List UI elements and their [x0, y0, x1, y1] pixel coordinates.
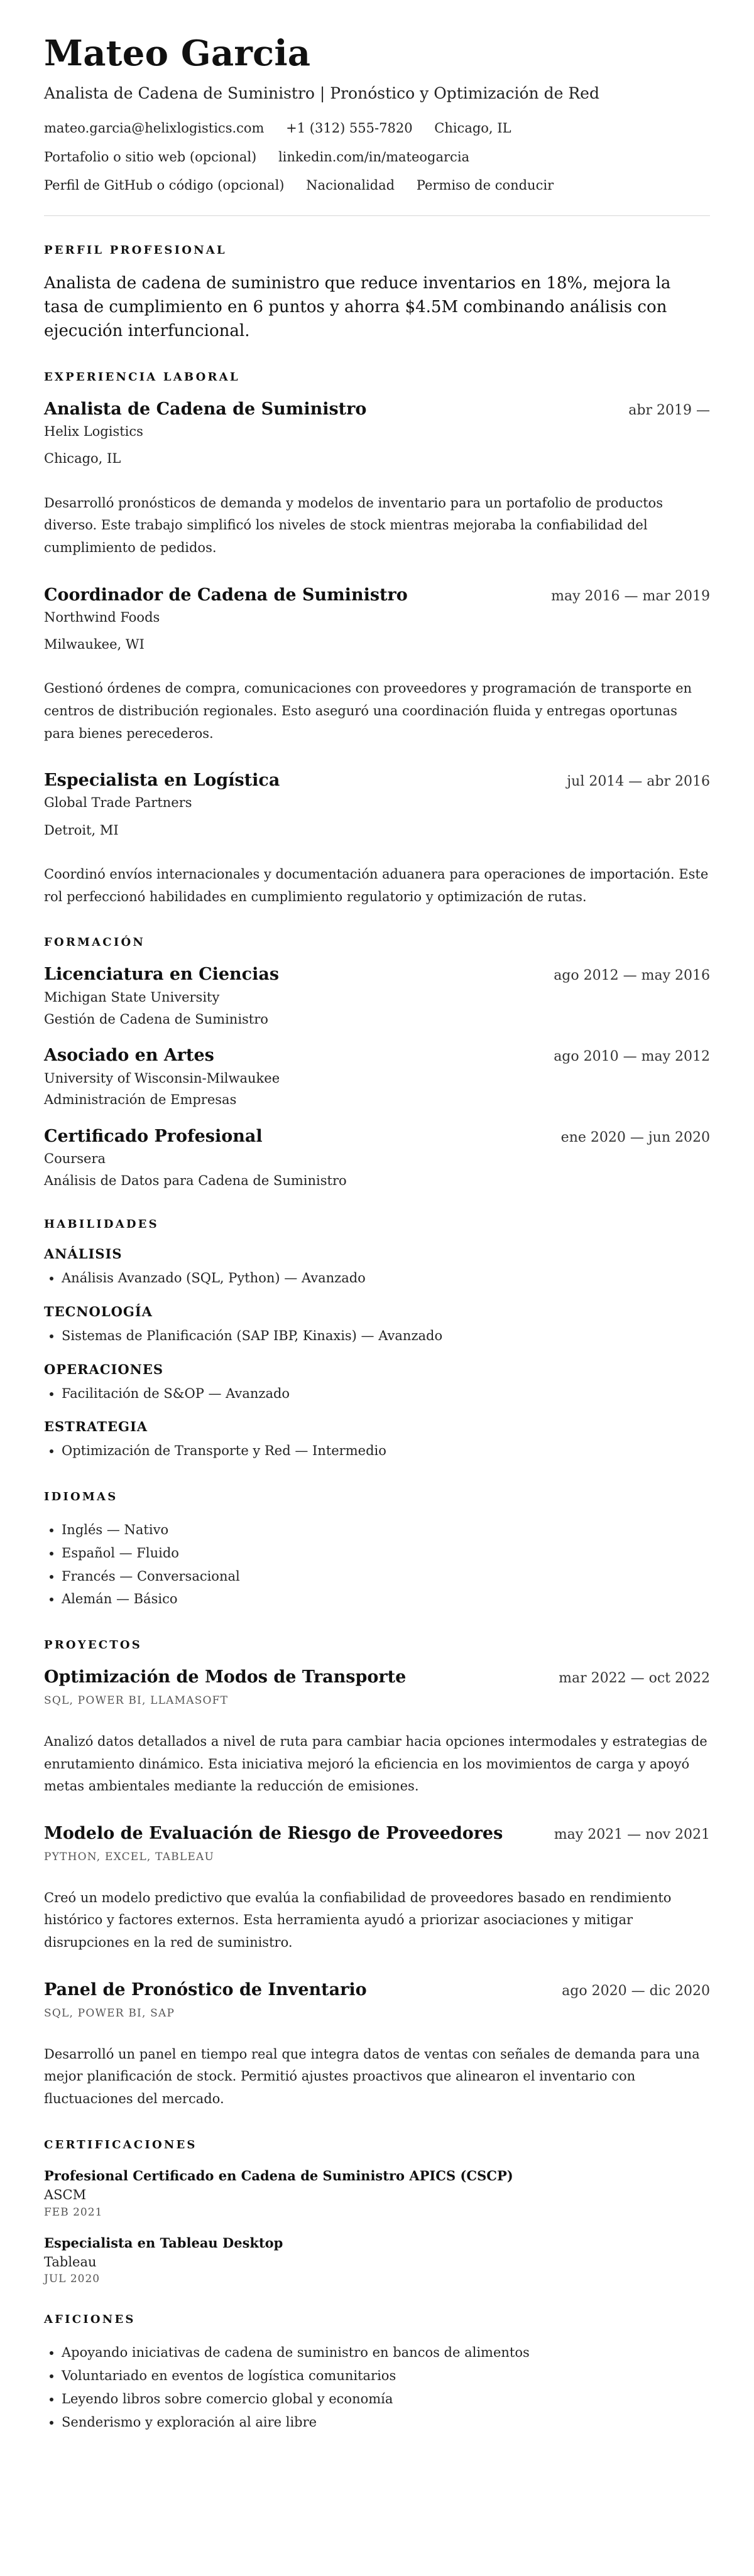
school-name: University of Wisconsin-Milwaukee	[44, 1070, 280, 1086]
hobby-item: • Leyendo libros sobre comercio global y economía	[62, 2388, 710, 2411]
skill-list	[44, 1382, 710, 1405]
field-of-study: Gestión de Cadena de Suministro	[44, 1011, 268, 1027]
project-title: Modelo de Evaluación de Riesgo de Proveedores	[44, 1824, 503, 1844]
section-title: FORMACIÓN	[44, 936, 145, 950]
skill-item: • Análisis Avanzado (SQL, Python) — Avanzado	[62, 1267, 710, 1290]
languages-section	[44, 1490, 710, 1611]
education-dates: ago 2012 — may 2016	[554, 968, 710, 984]
degree-title: Asociado en Artes	[44, 1045, 214, 1065]
experience-entry	[44, 399, 710, 560]
certification-date: JUL 2020	[44, 2273, 101, 2286]
header-divider	[44, 215, 710, 216]
section-title: PROYECTOS	[44, 1638, 142, 1652]
certification-date: FEB 2021	[44, 2205, 103, 2219]
experience-section	[44, 371, 710, 908]
job-dates: jul 2014 — abr 2016	[567, 774, 710, 790]
skill-category: OPERACIONES	[44, 1361, 164, 1377]
job-location: Milwaukee, WI	[44, 636, 145, 652]
education-dates: ene 2020 — jun 2020	[560, 1129, 710, 1145]
project-dates: mar 2022 — oct 2022	[559, 1670, 710, 1687]
skill-category: ESTRATEGIA	[44, 1419, 148, 1435]
school-name: Coursera	[44, 1151, 106, 1167]
job-dates: may 2016 — mar 2019	[551, 588, 710, 604]
project-tech: SQL, POWER BI, SAP	[44, 2006, 175, 2020]
resume-header	[44, 35, 710, 194]
certification-name: Profesional Certificado en Cadena de Suministro APICS (CSCP)	[44, 2167, 513, 2184]
experience-entry	[44, 585, 710, 745]
job-title: Coordinador de Cadena de Suministro	[44, 585, 408, 605]
projects-section	[44, 1638, 710, 2110]
hobby-item: • Voluntariado en eventos de logística comunitarios	[62, 2364, 710, 2388]
field-of-study: Administración de Empresas	[44, 1092, 237, 1108]
section-title: AFICIONES	[44, 2313, 136, 2327]
education-dates: ago 2010 — may 2012	[554, 1048, 710, 1064]
project-entry	[44, 1979, 710, 2111]
certification-entry	[44, 2234, 710, 2286]
education-entry	[44, 1126, 710, 1191]
candidate-headline: Analista de Cadena de Suministro | Pronóstico y Optimización de Red	[44, 84, 599, 102]
nationality-text: Nacionalidad	[306, 177, 395, 193]
candidate-name: Mateo Garcia	[44, 33, 311, 74]
skill-list	[44, 1267, 710, 1290]
contact-row	[44, 120, 710, 137]
certification-issuer: Tableau	[44, 2254, 97, 2270]
contact-row	[44, 177, 710, 194]
hobby-list	[44, 2341, 710, 2433]
skill-item: • Optimización de Transporte y Red — Intermedio	[62, 1439, 710, 1463]
company-name: Helix Logistics	[44, 424, 143, 439]
project-entry	[44, 1667, 710, 1798]
degree-title: Licenciatura en Ciencias	[44, 965, 280, 985]
skill-category: ANÁLISIS	[44, 1246, 123, 1262]
project-tech: SQL, POWER BI, LLAMASOFT	[44, 1694, 229, 1707]
job-description: Coordinó envíos internacionales y documentación aduanera para operaciones de importación. Este rol perfeccionó habilidades en cumplimiento regulatorio y optimización de rutas.	[44, 866, 709, 904]
location-text: Chicago, IL	[434, 121, 511, 136]
certification-name: Especialista en Tableau Desktop	[44, 2234, 283, 2251]
job-location: Detroit, MI	[44, 822, 119, 838]
hobby-item: • Senderismo y exploración al aire libre	[62, 2411, 710, 2434]
certification-entry	[44, 2167, 710, 2219]
job-location: Chicago, IL	[44, 451, 121, 467]
project-entry	[44, 1823, 710, 1954]
section-title: IDIOMAS	[44, 1490, 118, 1504]
driving-license-text: Permiso de conducir	[416, 177, 554, 193]
school-name: Michigan State University	[44, 990, 220, 1005]
language-item: • Francés — Conversacional	[62, 1565, 710, 1588]
github-link[interactable]: Perfil de GitHub o código (opcional)	[44, 177, 285, 193]
project-tech: PYTHON, EXCEL, TABLEAU	[44, 1850, 214, 1863]
skill-category: TECNOLOGÍA	[44, 1303, 153, 1319]
job-dates: abr 2019 —	[628, 403, 710, 419]
summary-section	[44, 244, 710, 343]
education-entry	[44, 964, 710, 1029]
skill-list	[44, 1439, 710, 1463]
company-name: Northwind Foods	[44, 609, 160, 625]
hobbies-section	[44, 2313, 710, 2433]
contact-row	[44, 149, 710, 166]
skill-item: • Facilitación de S&OP — Avanzado	[62, 1382, 710, 1405]
language-item: • Español — Fluido	[62, 1542, 710, 1565]
job-description: Gestionó órdenes de compra, comunicaciones con proveedores y programación de transporte en centros de distribución regionales. Esto aseguró una coordinación fluida y entregas oportunas para bienes perecederos.	[44, 681, 692, 741]
project-dates: ago 2020 — dic 2020	[562, 1983, 710, 1999]
job-title: Especialista en Logística	[44, 771, 280, 791]
section-title: CERTIFICACIONES	[44, 2138, 197, 2151]
section-title: EXPERIENCIA LABORAL	[44, 371, 240, 384]
summary-text: Analista de cadena de suministro que reduce inventarios en 18%, mejora la tasa de cumplimiento en 6 puntos y ahorra $4.5M combinando análisis con ejecución interfuncional.	[44, 274, 671, 340]
certification-issuer: ASCM	[44, 2187, 87, 2203]
email-link[interactable]: mateo.garcia@helixlogistics.com	[44, 121, 265, 136]
project-dates: may 2021 — nov 2021	[554, 1827, 710, 1843]
project-description: Desarrolló un panel en tiempo real que integra datos de ventas con señales de demanda para una mejor planificación de stock. Permitió ajustes proactivos que alinearon el inventario con fluctuaciones del mercado.	[44, 2046, 700, 2106]
job-title: Analista de Cadena de Suministro	[44, 399, 367, 419]
language-item: • Inglés — Nativo	[62, 1518, 710, 1542]
linkedin-link[interactable]: linkedin.com/in/mateogarcia	[278, 149, 470, 165]
language-list	[44, 1518, 710, 1611]
company-name: Global Trade Partners	[44, 795, 192, 811]
job-description: Desarrolló pronósticos de demanda y modelos de inventario para un portafolio de productos diverso. Este trabajo simplificó los niveles de stock mientras mejoraba la confiabilidad del cumplimiento de pedidos.	[44, 495, 663, 556]
skills-section	[44, 1218, 710, 1463]
language-item: • Alemán — Básico	[62, 1588, 710, 1611]
project-title: Panel de Pronóstico de Inventario	[44, 1979, 367, 2000]
phone-link[interactable]: +1 (312) 555-7820	[286, 121, 413, 136]
field-of-study: Análisis de Datos para Cadena de Suministro	[44, 1172, 347, 1188]
education-section	[44, 936, 710, 1190]
project-description: Analizó datos detallados a nivel de ruta para cambiar hacia opciones intermodales y estrategias de enrutamiento dinámico. Esta iniciativa mejoró la eficiencia en los movimientos de carga y apoyó metas ambientales mediante la reducción de emisiones.	[44, 1733, 708, 1794]
project-description: Creó un modelo predictivo que evalúa la confiabilidad de proveedores basado en rendimiento histórico y factores externos. Esta herramienta ayudó a priorizar asociaciones y mitigar disrupciones en la red de suministro.	[44, 1890, 672, 1951]
section-title: HABILIDADES	[44, 1218, 159, 1231]
experience-entry	[44, 770, 710, 908]
hobby-item: • Apoyando iniciativas de cadena de suministro en bancos de alimentos	[62, 2341, 710, 2364]
education-entry	[44, 1045, 710, 1110]
certifications-section	[44, 2138, 710, 2286]
skill-item: • Sistemas de Planificación (SAP IBP, Kinaxis) — Avanzado	[62, 1324, 710, 1348]
portfolio-link[interactable]: Portafolio o sitio web (opcional)	[44, 149, 257, 165]
skill-list	[44, 1324, 710, 1348]
section-title: PERFIL PROFESIONAL	[44, 244, 227, 257]
degree-title: Certificado Profesional	[44, 1126, 263, 1146]
project-title: Optimización de Modos de Transporte	[44, 1667, 407, 1687]
